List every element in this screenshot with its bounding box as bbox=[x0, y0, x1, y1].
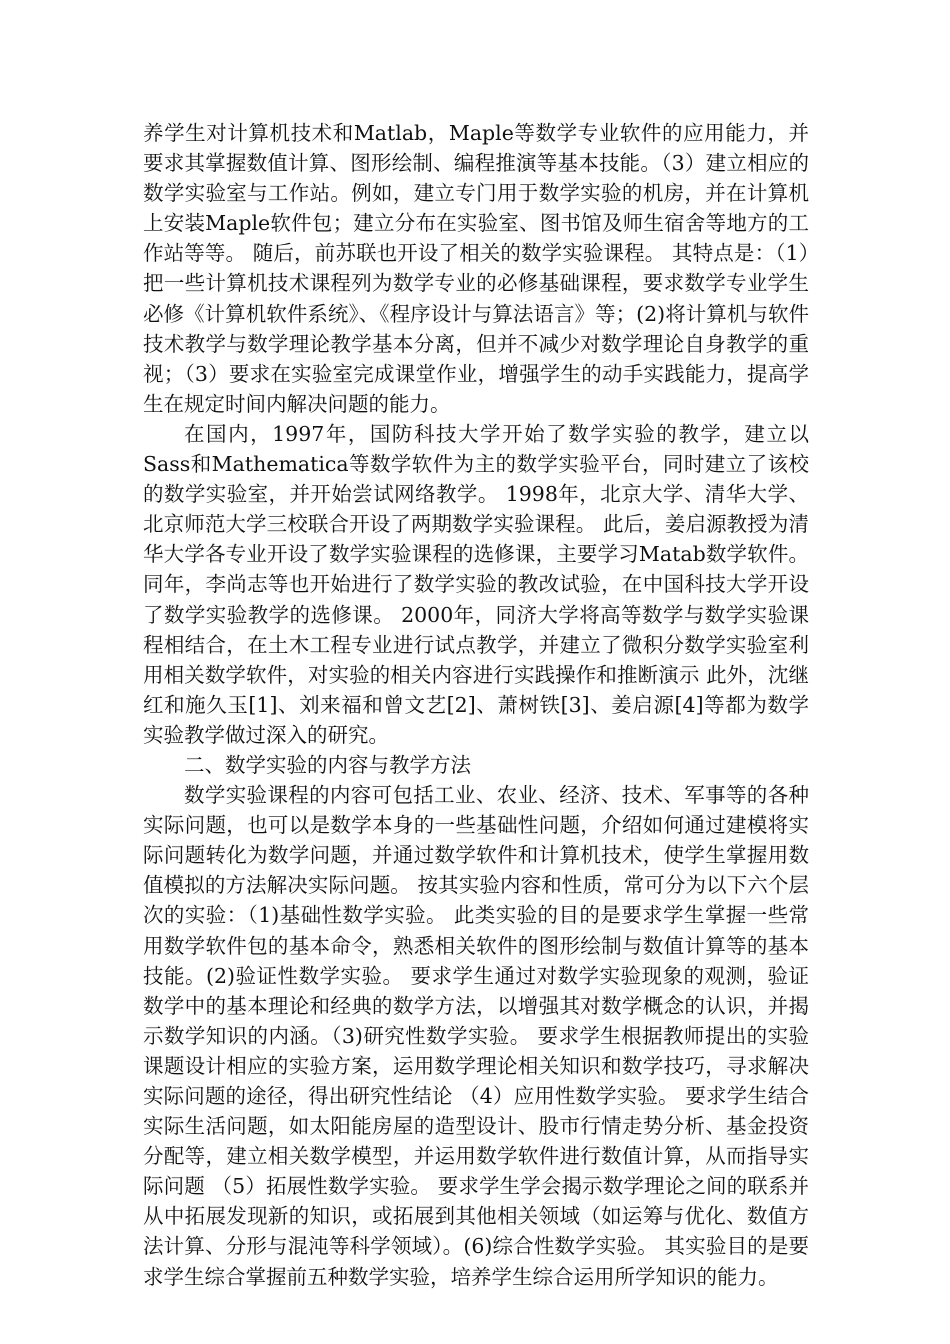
document-body bbox=[143, 118, 809, 1292]
section-heading: 二、数学实验的内容与教学方法 bbox=[184, 752, 471, 777]
paragraph-2: 在国内，1997年，国防科技大学开始了数学实验的教学，建立以Sass和Mathematica等数学软件为主的数学实验平台，同时建立了该校的数学实验室，并开始尝试网络教学。 1998年，北京大学、清华大学、北京师范大学三校联合开设了两期数学实验课程。 此后，姜启源教授为清华大学各专业开设了数学实验课程的选修课，主要学习Matab数学软件。 同年，李尚志等也开始进行了数学实验的教改试验，在中国科技大学开设了数学实验教学的选修课。 2000年，同济大学将高等数学与数学实验课程相结合，在土木工程专业进行试点教学，并建立了微积分数学实验室利用相关数学软件，对实验的相关内容进行实践操作和推断演示 此外，沈继红和施久玉[1]、刘来福和曾文艺[2]、萧树铁[3]、姜启源[4]等都为数学实验教学做过深入的研究。 bbox=[143, 421, 809, 747]
paragraph-3: 数学实验课程的内容可包括工业、农业、经济、技术、军事等的各种实际问题，也可以是数学本身的一些基础性问题，介绍如何通过建模将实际问题转化为数学问题，并通过数学软件和计算机技术，使学生掌握用数值模拟的方法解决实际问题。 按其实验内容和性质，常可分为以下六个层次的实验：（1)基础性数学实验。 此类实验的目的是要求学生掌握一些常用数学软件包的基本命令，熟悉相关软件的图形绘制与数值计算等的基本技能。(2)验证性数学实验。 要求学生通过对数学实验现象的观测，验证数学中的基本理论和经典的数学方法，以增强其对数学概念的认识，并揭示数学知识的内涵。（3)研究性数学实验。 要求学生根据教师提出的实验课题设计相应的实验方案，运用数学理论相关知识和数学技巧，寻求解决实际问题的途径，得出研究性结论 （4）应用性数学实验。 要求学生结合实际生活问题，如太阳能房屋的造型设计、股市行情走势分析、基金投资分配等，建立相关数学模型，并运用数学软件进行数值计算，从而指导实际问题 （5）拓展性数学实验。 要求学生学会揭示数学理论之间的联系并从中拓展发现新的知识，或拓展到其他相关领域（如运筹与优化、数值方法计算、分形与混沌等科学领域）。(6)综合性数学实验。 其实验目的是要求学生综合掌握前五种数学实验，培养学生综合运用所学知识的能力。 bbox=[143, 783, 809, 1289]
paragraph-1: 养学生对计算机技术和Matlab，Maple等数学专业软件的应用能力，并要求其掌握数值计算、图形绘制、编程推演等基本技能。（3）建立相应的数学实验室与工作站。例如，建立专门用于数学实验的机房，并在计算机上安装Maple软件包；建立分布在实验室、图书馆及师生宿舍等地方的工作站等等。 随后，前苏联也开设了相关的数学实验课程。 其特点是：（1）把一些计算机技术课程列为数学专业的必修基础课程，要求数学专业学生必修《计算机软件系统》、《程序设计与算法语言》等；(2)将计算机与软件技术教学与数学理论教学基本分离，但并不减少对数学理论自身教学的重视；（3）要求在实验室完成课堂作业，增强学生的动手实践能力，提高学生在规定时间内解决问题的能力。 bbox=[143, 121, 809, 416]
